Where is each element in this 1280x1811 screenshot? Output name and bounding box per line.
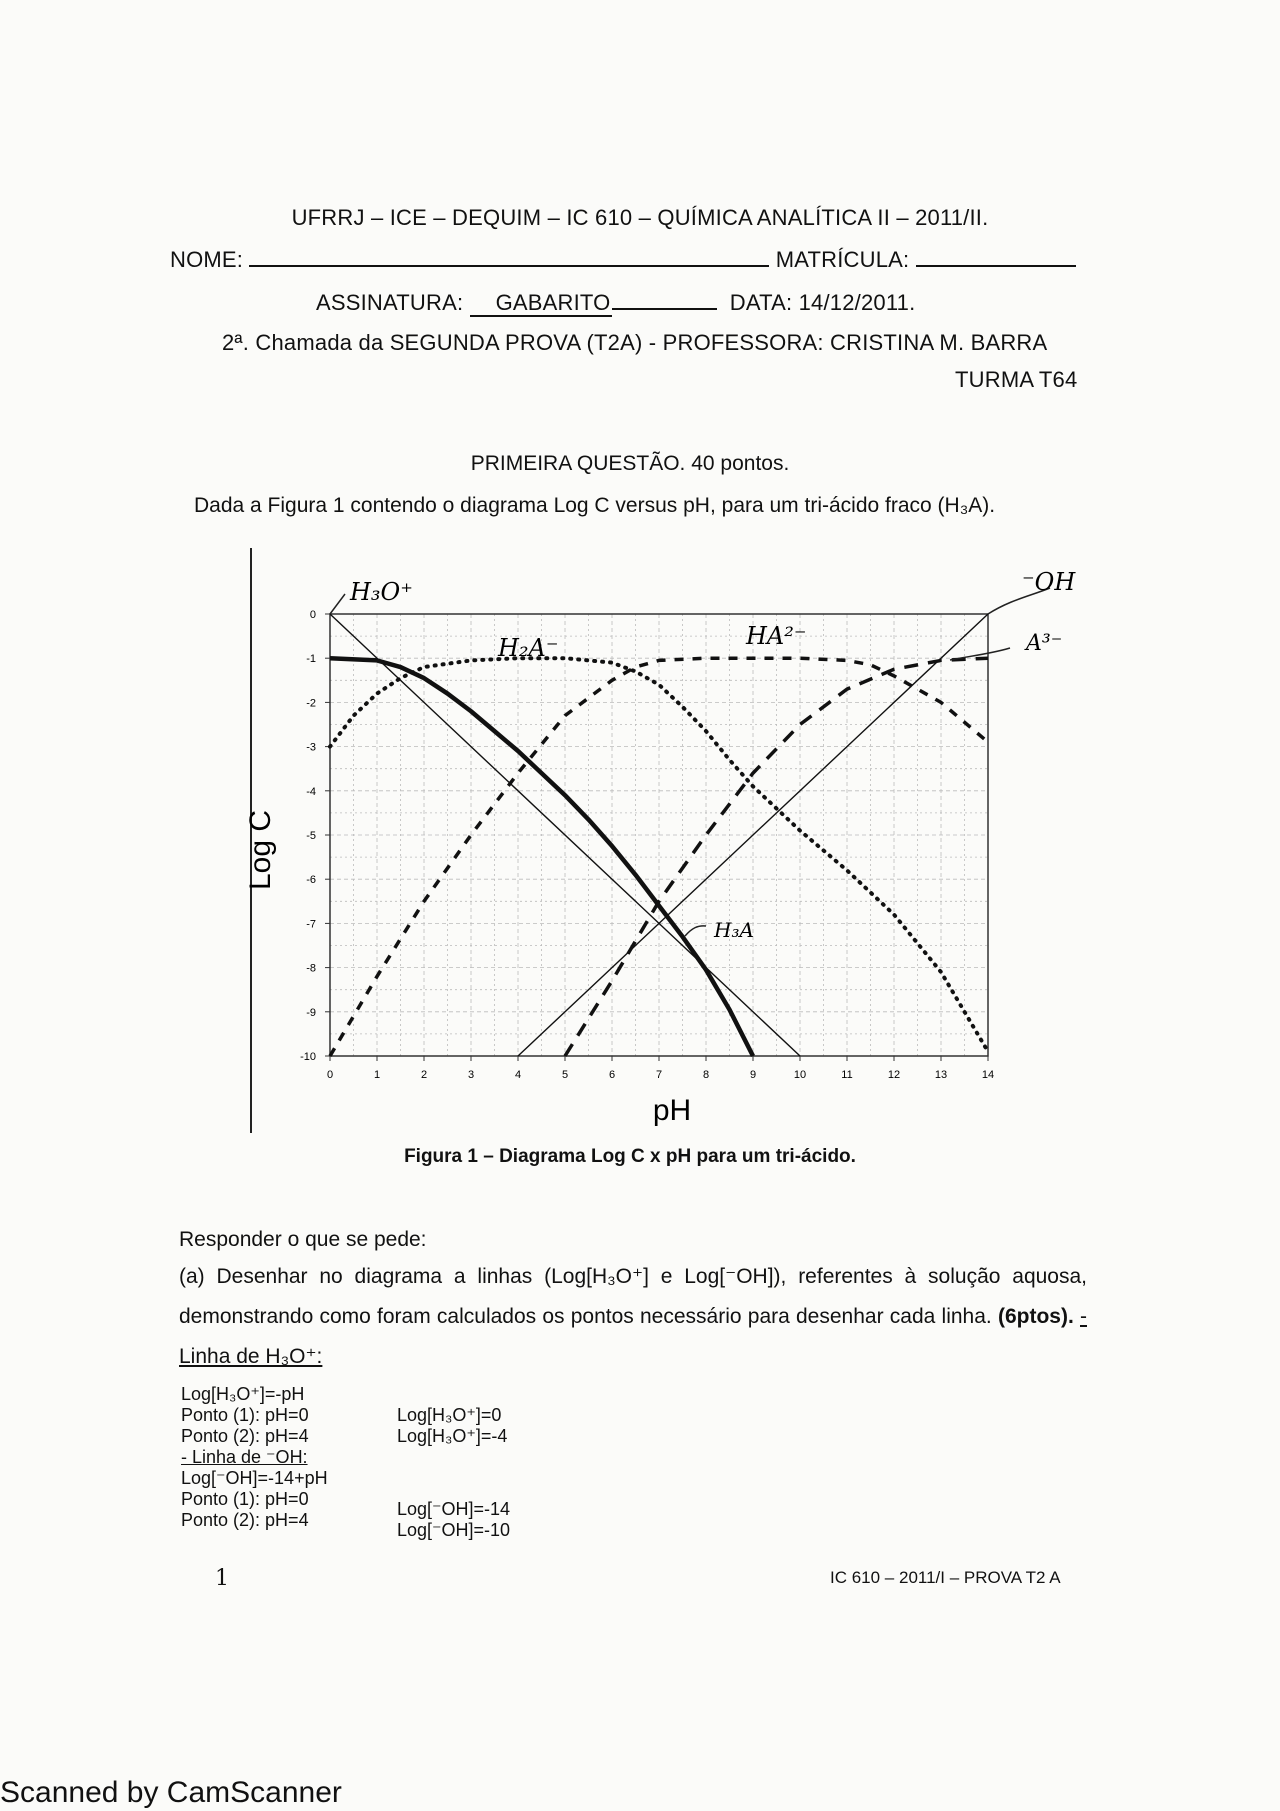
linha-h3o-label: - Linha de H₃O⁺: (179, 1305, 1087, 1368)
y-tick-label: -2 (306, 697, 316, 710)
h3o-values (397, 1405, 507, 1447)
y-tick-label: -9 (306, 1006, 316, 1019)
h3o-value-2: Log[H₃O⁺]=-4 (397, 1426, 508, 1446)
page-number: 1 (215, 1566, 229, 1591)
x-tick-label: 3 (467, 1069, 475, 1081)
oh-value-1: Log[⁻OH]=-14 (397, 1499, 511, 1519)
header-title: UFRRJ – ICE – DEQUIM – IC 610 – QUÍMICA ANALÍTICA II – 2011/II. (291, 205, 989, 230)
y-tick-label: -1 (306, 653, 316, 666)
y-tick-label: -5 (306, 830, 316, 842)
oh-annotation: ⁻OH (1022, 568, 1076, 596)
linha-oh-label: - Linha de ⁻OH: (181, 1447, 308, 1467)
x-tick-label: 11 (841, 1069, 853, 1081)
y-tick-label: -6 (306, 874, 316, 887)
x-tick-label: 13 (934, 1069, 948, 1081)
h3a-annotation: H₃A (714, 918, 754, 942)
oh-equation: Log[⁻OH]=-14+pH (181, 1468, 328, 1488)
assinatura-line (612, 292, 717, 310)
y-tick-labels (300, 609, 330, 1063)
question-intro: Dada a Figura 1 contendo o diagrama Log C versus pH, para um tri-ácido fraco (H₃A). (194, 494, 996, 517)
x-tick-label: 12 (887, 1069, 901, 1081)
x-tick-label: 6 (608, 1069, 616, 1081)
h3o-point-1: Ponto (1): pH=0 (181, 1405, 309, 1425)
y-tick-label: -4 (306, 785, 316, 798)
assinatura-value: GABARITO (470, 290, 613, 317)
date-label: DATA: 14/12/2011. (729, 290, 916, 315)
series-ha2-line (330, 658, 988, 1056)
x-tick-label: 4 (514, 1069, 522, 1081)
x-axis-label: pH (652, 1094, 692, 1127)
oh-value-2: Log[⁻OH]=-10 (397, 1520, 511, 1540)
ha2-annotation: HA²⁻ (746, 622, 807, 650)
name-row (170, 247, 1090, 273)
x-tick-label: 5 (561, 1069, 569, 1081)
oh-values (397, 1499, 510, 1541)
h2a-annotation: H₂A⁻ (498, 634, 559, 662)
y-tick-label: 0 (309, 609, 316, 621)
y-tick-label: -8 (306, 962, 316, 975)
answer-prompt: Responder o que se pede: (179, 1228, 427, 1251)
x-tick-label: 2 (420, 1069, 428, 1081)
x-tick-label: 9 (749, 1069, 757, 1081)
h3o-block (181, 1384, 328, 1531)
matricula-label: MATRÍCULA: (775, 247, 910, 272)
logc-ph-chart (244, 560, 1110, 1150)
item-a-points: (6ptos). (997, 1305, 1074, 1328)
y-tick-label: -10 (300, 1051, 316, 1063)
item-a-text (179, 1257, 1087, 1377)
h3o-value-1: Log[H₃O⁺]=0 (397, 1405, 502, 1425)
h3o-equation: Log[H₃O⁺]=-pH (181, 1384, 305, 1404)
h3o-annotation-arrow (330, 594, 345, 614)
h3o-annotation: H₃O⁺ (350, 578, 413, 606)
h3o-point-2: Ponto (2): pH=4 (181, 1426, 309, 1446)
x-tick-label: 10 (793, 1069, 807, 1081)
y-axis-label: Log C (244, 809, 277, 891)
matricula-field[interactable] (916, 249, 1076, 267)
item-a-body: (a) Desenhar no diagrama a linhas (Log[H₃O⁺] e Log[⁻OH]), referentes à solução aquosa, demonstrando como foram calculados os pontos necessário para desenhar cada linha. (179, 1265, 1087, 1328)
signature-row (316, 290, 1116, 316)
x-tick-label: 0 (326, 1069, 334, 1081)
footer-code: IC 610 – 2011/I – PROVA T2 A (830, 1568, 1061, 1587)
x-tick-label: 8 (702, 1069, 710, 1081)
x-tick-label: 7 (655, 1069, 663, 1081)
y-tick-label: -3 (306, 741, 316, 754)
figure-caption: Figura 1 – Diagrama Log C x pH para um tri-ácido. (404, 1146, 856, 1167)
nome-label: NOME: (170, 247, 244, 272)
scanner-watermark: Scanned by CamScanner (0, 1776, 342, 1809)
nome-field[interactable] (249, 249, 769, 267)
x-tick-labels (327, 1056, 994, 1081)
assinatura-label: ASSINATURA: (316, 290, 464, 315)
oh-point-2: Ponto (2): pH=4 (181, 1510, 309, 1530)
turma-line: TURMA T64 (955, 367, 1078, 392)
y-tick-label: -7 (306, 918, 316, 931)
chamada-line: 2ª. Chamada da SEGUNDA PROVA (T2A) - PROFESSORA: CRISTINA M. BARRA (222, 330, 1048, 355)
oh-point-1: Ponto (1): pH=0 (181, 1489, 309, 1509)
a3-annotation: A³⁻ (1026, 631, 1063, 656)
question-title: PRIMEIRA QUESTÃO. 40 pontos. (470, 452, 790, 475)
h3a-annotation-arrow (685, 926, 706, 936)
x-tick-label: 14 (981, 1069, 995, 1081)
x-tick-label: 1 (373, 1069, 381, 1081)
